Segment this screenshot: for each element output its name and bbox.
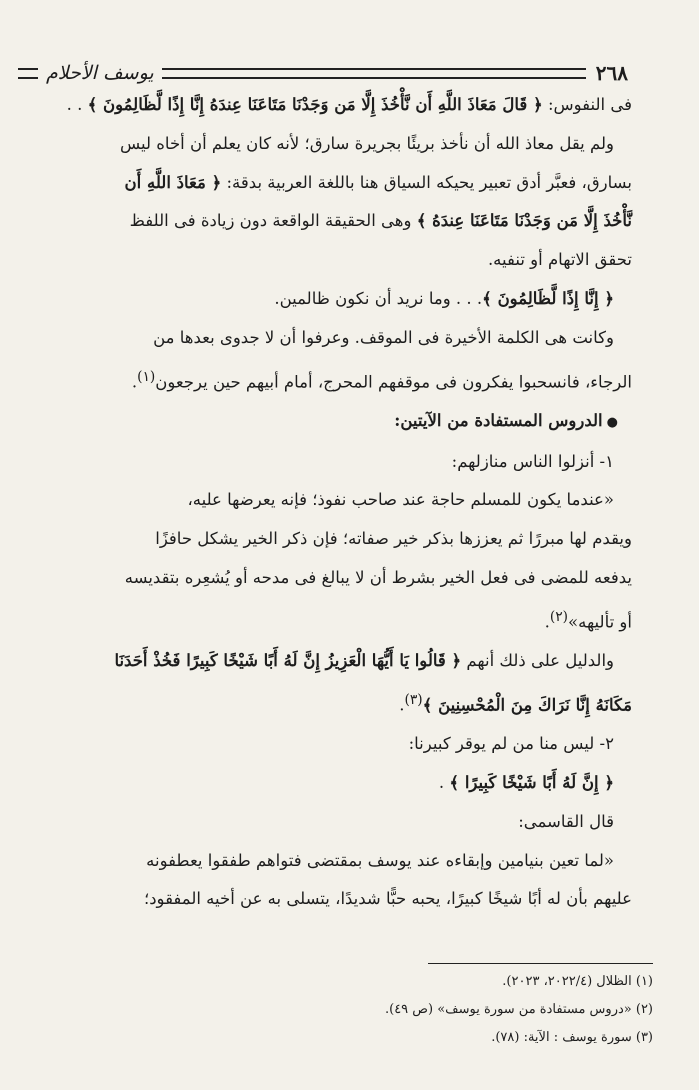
text-run: بسارق، فعبَّر أدق تعبير يحيكه السياق هنا باللغة العربية بدقة: xyxy=(221,172,632,192)
quran-verse: نَّأْخُذَ إِلَّا مَن وَجَدْنَا مَتَاعَنَا عِندَهُ ﴾ xyxy=(416,211,632,231)
text-run: . xyxy=(438,773,450,793)
header-rule-short xyxy=(18,68,38,79)
text-run: فى النفوس: xyxy=(542,95,632,114)
text-line xyxy=(22,443,632,482)
page-body xyxy=(22,86,632,919)
footnote-ref: (١) xyxy=(137,368,156,385)
text-line xyxy=(22,125,632,164)
text-line xyxy=(22,520,632,559)
text-line xyxy=(22,481,632,520)
text-line xyxy=(22,642,632,681)
text-line xyxy=(22,402,632,443)
quran-verse: مَكَانَهُ إِنَّا نَرَاكَ مِنَ الْمُحْسِنِينَ ﴾ xyxy=(422,695,632,715)
text-run: . . xyxy=(66,95,88,114)
bullet-icon: ● xyxy=(606,414,618,430)
page-number: ٢٦٨ xyxy=(595,61,628,85)
footnote-ref: (٢) xyxy=(549,608,569,625)
text-run: . . . وما نريد أن نكون ظالمين. xyxy=(274,288,483,308)
text-line xyxy=(22,598,632,642)
header-rule xyxy=(162,68,586,79)
text-line xyxy=(22,358,632,402)
quran-verse: ﴿ قَالَ مَعَاذَ اللَّهِ أَن نَّأْخُذَ إِلَّا مَن وَجَدْنَا مَتَاعَنَا عِندَهُ إِنَّا إِذًا لَّظَالِمُونَ ﴾ xyxy=(87,95,543,114)
quran-verse: ﴿ قَالُوا يَا أَيُّهَا الْعَزِيزُ إِنَّ لَهُ أَبًا شَيْخًا كَبِيرًا فَخُذْ أَحَدَنَا xyxy=(114,651,462,671)
footnote: (٣) سورة يوسف : الآية: (٧٨). xyxy=(491,1030,653,1045)
text-line xyxy=(22,764,632,803)
text-run: والدليل على ذلك أنهم xyxy=(461,651,614,671)
text-line xyxy=(22,681,632,725)
text-run: أو تأليهه» xyxy=(568,612,632,632)
text-line xyxy=(22,202,632,241)
footnote: (٢) «دروس مستفادة من سورة يوسف» (ص ٤٩). xyxy=(384,1002,653,1017)
text-run: ١- أنزلوا الناس منازلهم: xyxy=(451,451,614,471)
text-line xyxy=(22,880,632,919)
text-line xyxy=(22,280,632,319)
text-run: «لما تعين بنيامين وإبقاءه عند يوسف بمقتضى فتواهم طفقوا يعطفونه xyxy=(146,850,614,870)
text-run: يدفعه للمضى فى فعل الخير بشرط أن لا يبالغ فى مدحه أو يُشعِره بتقديسه xyxy=(124,568,632,588)
text-run: عليهم بأن له أبًا شيخًا كبيرًا، يحبه حبًّا شديدًا، يتسلى به عن أخيه المفقود؛ xyxy=(143,889,632,909)
footnote-divider xyxy=(428,963,653,964)
text-run: تحقق الاتهام أو تنفيه. xyxy=(487,250,632,270)
text-line xyxy=(22,86,632,125)
text-run: . xyxy=(544,612,550,632)
footnote-ref: (٣) xyxy=(404,691,423,708)
quran-verse: ﴿ مَعَاذَ اللَّهِ أَن xyxy=(124,172,222,192)
footnotes xyxy=(93,968,653,1052)
text-run: ويقدم لها مبررًا ثم يعززها بذكر خير صفاته؛ فإن ذكر الخير يشكل حافزًا xyxy=(155,529,632,549)
text-line xyxy=(22,164,632,203)
text-line xyxy=(22,842,632,881)
text-run: ولم يقل معاذ الله أن نأخذ بريئًا بجريرة سارق؛ لأنه كان يعلم أن أخاه ليس xyxy=(119,133,614,153)
page-header xyxy=(18,58,628,88)
text-run: وكانت هى الكلمة الأخيرة فى الموقف. وعرفوا أن لا جدوى بعدها من xyxy=(153,327,614,347)
quran-verse: ﴿ إِنَّا إِذًا لَّظَالِمُونَ ﴾ xyxy=(482,288,614,308)
text-run: «عندما يكون للمسلم حاجة عند صاحب نفوذ؛ فإنه يعرضها عليه، xyxy=(187,490,614,510)
quran-verse: الدروس المستفادة من الآيتين: xyxy=(394,410,603,430)
text-line xyxy=(22,725,632,764)
text-run: ٢- ليس منا من لم يوقر كبيرنا: xyxy=(408,734,614,754)
text-run: . xyxy=(399,695,405,715)
text-line xyxy=(22,803,632,842)
text-run: . xyxy=(131,372,138,392)
quran-verse: ﴿ إِنَّ لَهُ أَبًا شَيْخًا كَبِيرًا ﴾ xyxy=(449,773,614,793)
footnote: (١) الظلال (٢٠٢٢/٤، ٢٠٢٣). xyxy=(502,974,653,989)
text-run: قال القاسمى: xyxy=(518,811,614,831)
text-run: وهى الحقيقة الواقعة دون زيادة فى اللفظ xyxy=(129,211,417,231)
text-run: الرجاء، فانسحبوا يفكرون فى موقفهم المحرج، أمام أبيهم حين يرجعون xyxy=(155,372,632,392)
text-line xyxy=(22,319,632,358)
text-line xyxy=(22,559,632,598)
text-line xyxy=(22,241,632,280)
book-title: يوسف الأحلام xyxy=(46,62,154,84)
